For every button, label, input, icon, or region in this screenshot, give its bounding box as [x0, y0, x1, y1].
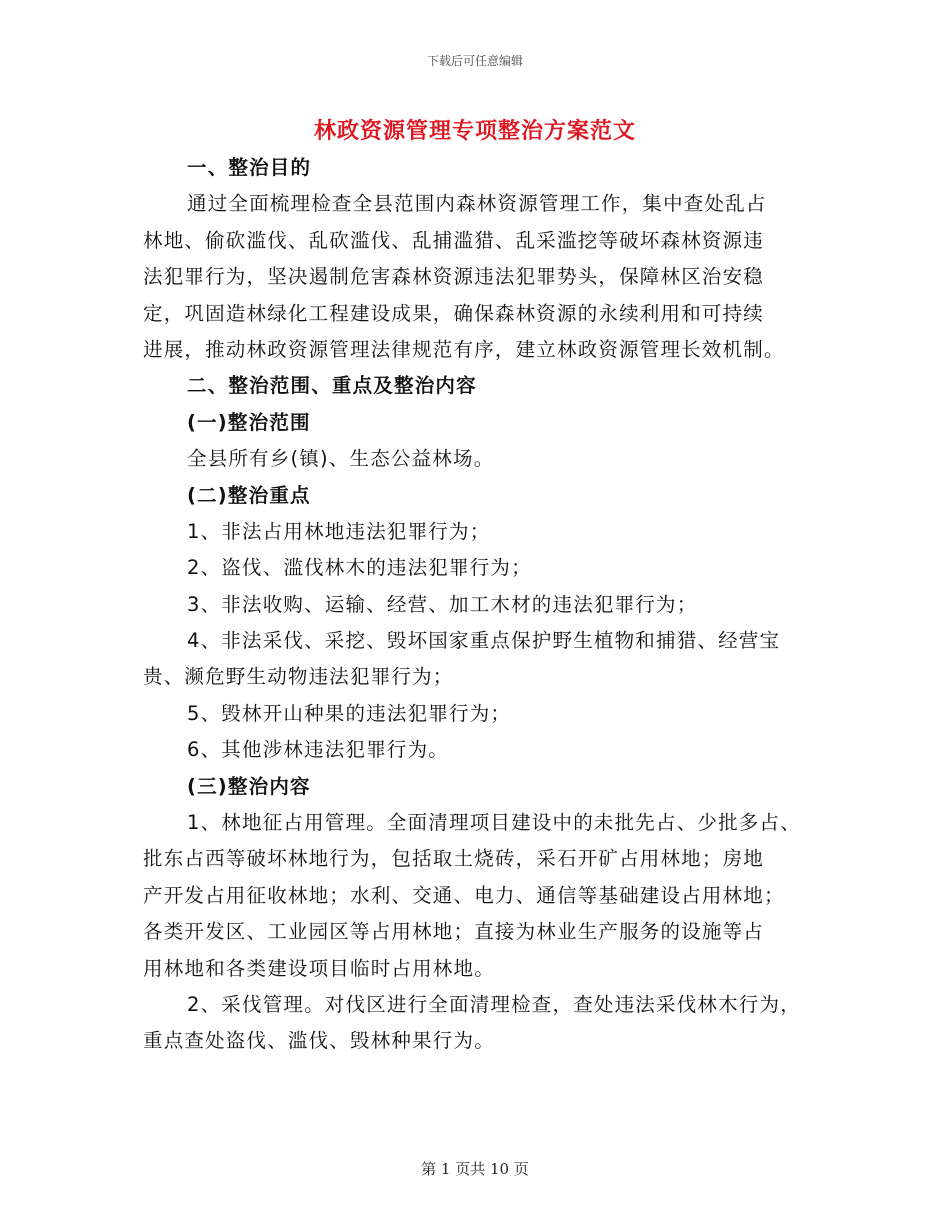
paragraph-line: 2、盗伐、滥伐林木的违法犯罪行为；	[187, 556, 532, 580]
page-header: 下载后可任意编辑	[426, 54, 523, 68]
paragraph-line: 林地、偷砍滥伐、乱砍滥伐、乱捕滥猎、乱采滥挖等破坏森林资源违	[143, 228, 765, 252]
document-title: 林政资源管理专项整治方案范文	[313, 119, 636, 144]
section-heading: (三)整治内容	[187, 774, 311, 798]
page-footer: 第 1 页共 10 页	[421, 1160, 529, 1178]
section-heading: (一)整治范围	[187, 410, 311, 434]
paragraph-line: 重点查处盗伐、滥伐、毁林种果行为。	[143, 1029, 495, 1053]
paragraph-line: 全县所有乡(镇)、生态公益林场。	[187, 447, 495, 471]
paragraph-line: 贵、濒危野生动物违法犯罪行为；	[143, 665, 454, 689]
paragraph-line: 1、林地征占用管理。全面清理项目建设中的未批先占、少批多占、	[187, 811, 801, 835]
paragraph-line: 定，巩固造林绿化工程建设成果，确保森林资源的永续利用和可持续	[143, 301, 765, 325]
paragraph-line: 4、非法采伐、采挖、毁坏国家重点保护野生植物和捕猎、经营宝	[187, 629, 781, 653]
paragraph-line: 5、毁林开山种果的违法犯罪行为；	[187, 701, 512, 725]
paragraph-line: 用林地和各类建设项目临时占用林地。	[143, 956, 495, 980]
section-heading: 二、整治范围、重点及整治内容	[187, 374, 477, 398]
paragraph-line: 3、非法收购、运输、经营、加工木材的违法犯罪行为；	[187, 592, 698, 616]
paragraph-line: 法犯罪行为，坚决遏制危害森林资源违法犯罪势头，保障林区治安稳	[143, 265, 765, 289]
section-heading: 一、整治目的	[187, 156, 312, 179]
paragraph-line: 各类开发区、工业园区等占用林地；直接为林业生产服务的设施等占	[143, 920, 765, 944]
section-heading: (二)整治重点	[187, 483, 311, 507]
paragraph-line: 产开发占用征收林地；水利、交通、电力、通信等基础建设占用林地；	[143, 883, 785, 907]
document-body	[143, 150, 823, 1060]
paragraph-line: 批东占西等破坏林地行为，包括取土烧砖，采石开矿占用林地；房地	[143, 847, 765, 871]
paragraph-line: 2、采伐管理。对伐区进行全面清理检查，查处违法采伐林木行为，	[187, 992, 801, 1016]
paragraph-line: 6、其他涉林违法犯罪行为。	[187, 738, 450, 762]
paragraph-line: 1、非法占用林地违法犯罪行为；	[187, 519, 491, 543]
paragraph-line: 通过全面梳理检查全县范围内森林资源管理工作，集中查处乱占	[187, 192, 767, 216]
paragraph-line: 进展，推动林政资源管理法律规范有序，建立林政资源管理长效机制。	[143, 337, 785, 361]
